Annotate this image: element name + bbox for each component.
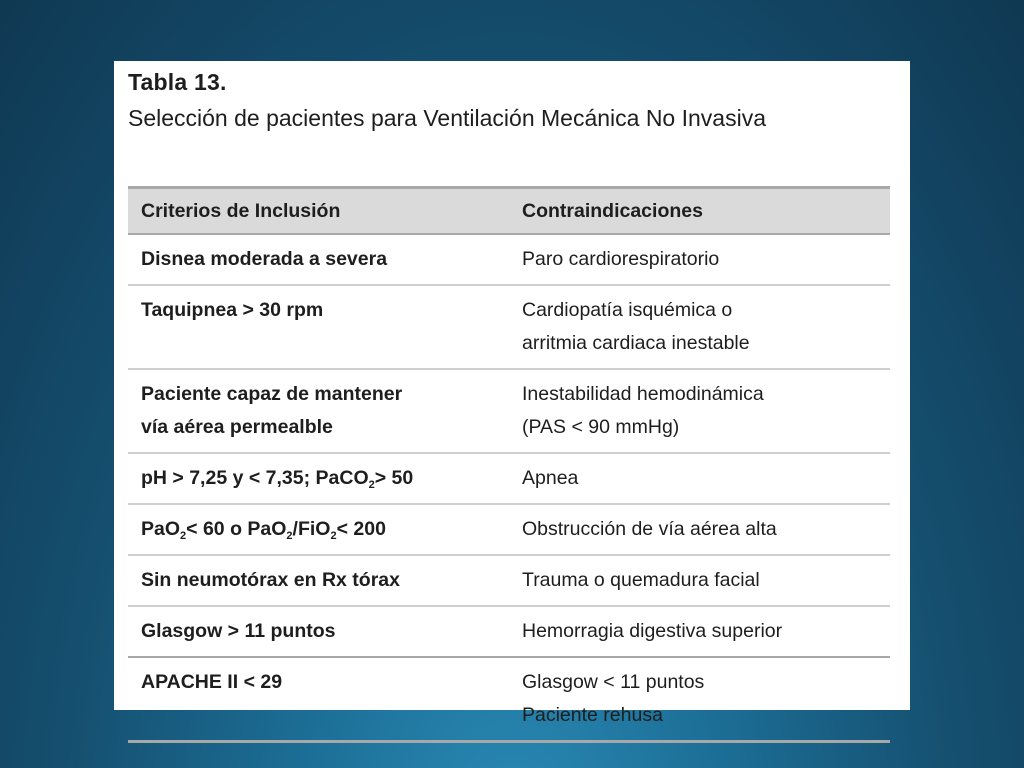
contraindication-cell: Inestabilidad hemodinámica (PAS < 90 mmHg) xyxy=(509,369,890,453)
inclusion-cell: Disnea moderada a severa xyxy=(128,234,509,285)
inclusion-cell: PaO$_2$< 60 o PaO$_2$/FiO$_2$< 200 xyxy=(128,504,509,555)
inclusion-cell: Glasgow > 11 puntos xyxy=(128,606,509,657)
contraindication-cell: Obstrucción de vía aérea alta xyxy=(509,504,890,555)
header-inclusion: Criterios de Inclusión xyxy=(128,188,509,235)
contraindication-cell: Apnea xyxy=(509,453,890,504)
table-header-row xyxy=(128,188,890,235)
table-row xyxy=(128,234,890,285)
contraindication-cell: Paro cardiorespiratorio xyxy=(509,234,890,285)
table-row xyxy=(128,285,890,369)
table-row xyxy=(128,504,890,555)
contraindication-cell: Trauma o quemadura facial xyxy=(509,555,890,606)
contraindication-cell: Cardiopatía isquémica o arritmia cardiaca inestable xyxy=(509,285,890,369)
inclusion-cell: APACHE II < 29 xyxy=(128,657,509,742)
inclusion-cell: Sin neumotórax en Rx tórax xyxy=(128,555,509,606)
header-contraindications: Contraindicaciones xyxy=(509,188,890,235)
table-row xyxy=(128,555,890,606)
table-label: Tabla 13. xyxy=(128,69,227,95)
inclusion-cell: pH > 7,25 y < 7,35; PaCO$_2$> 50 xyxy=(128,453,509,504)
table-row xyxy=(128,657,890,742)
inclusion-cell: Taquipnea > 30 rpm xyxy=(128,285,509,369)
table-title: Selección de pacientes para Ventilación Mecánica No Invasiva xyxy=(128,105,766,131)
table-panel xyxy=(114,61,910,726)
table-row xyxy=(128,453,890,504)
contraindication-cell: Glasgow < 11 puntos Paciente rehusa xyxy=(509,657,890,742)
table-row xyxy=(128,606,890,657)
inclusion-cell: Paciente capaz de mantener vía aérea permealble xyxy=(128,369,509,453)
criteria-table xyxy=(128,186,890,743)
table-row xyxy=(128,369,890,453)
contraindication-cell: Hemorragia digestiva superior xyxy=(509,606,890,657)
